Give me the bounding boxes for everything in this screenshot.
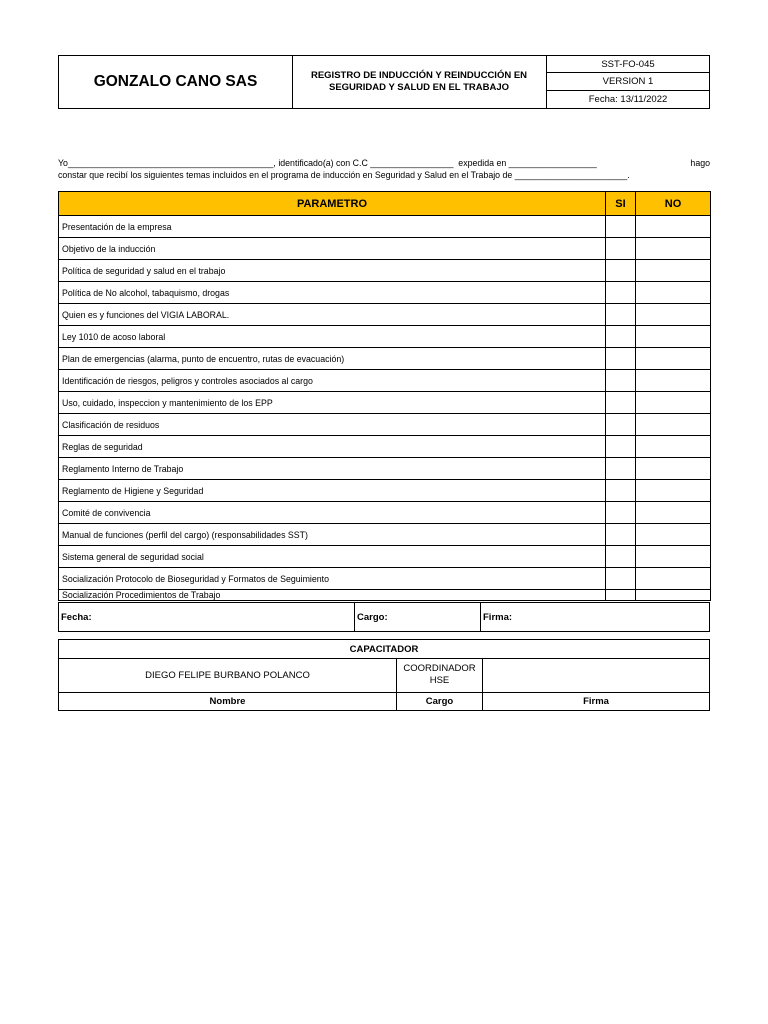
parameter-label: Reglamento Interno de Trabajo	[59, 458, 606, 480]
fecha-field[interactable]: Fecha:	[59, 603, 355, 631]
form-version: VERSION 1	[547, 73, 709, 90]
capacitador-title: CAPACITADOR	[59, 640, 709, 659]
table-row	[59, 568, 711, 590]
si-checkbox-cell[interactable]	[606, 524, 636, 546]
no-checkbox-cell[interactable]	[636, 458, 711, 480]
si-checkbox-cell[interactable]	[606, 436, 636, 458]
parameter-label: Uso, cuidado, inspeccion y mantenimiento de los EPP	[59, 392, 606, 414]
parameter-label: Comité de convivencia	[59, 502, 606, 524]
header-no: NO	[636, 192, 711, 216]
table-row	[59, 260, 711, 282]
no-checkbox-cell[interactable]	[636, 436, 711, 458]
si-checkbox-cell[interactable]	[606, 458, 636, 480]
table-row	[59, 326, 711, 348]
si-checkbox-cell[interactable]	[606, 282, 636, 304]
table-row	[59, 370, 711, 392]
table-row	[59, 392, 711, 414]
intro-line-1-end: hago	[690, 158, 710, 168]
table-row	[59, 436, 711, 458]
intro-line-2: constar que recibí los siguientes temas incluidos en el programa de inducción en Seguridad y Salud en el Trabajo de _______________________.	[58, 170, 630, 180]
capacitador-name: DIEGO FELIPE BURBANO POLANCO	[59, 658, 397, 693]
no-checkbox-cell[interactable]	[636, 370, 711, 392]
parameter-label: Reglas de seguridad	[59, 436, 606, 458]
form-meta	[547, 56, 709, 108]
si-checkbox-cell[interactable]	[606, 502, 636, 524]
no-checkbox-cell[interactable]	[636, 414, 711, 436]
si-checkbox-cell[interactable]	[606, 260, 636, 282]
no-checkbox-cell[interactable]	[636, 216, 711, 238]
parameter-label: Manual de funciones (perfil del cargo) (responsabilidades SST)	[59, 524, 606, 546]
si-checkbox-cell[interactable]	[606, 238, 636, 260]
intro-statement	[58, 157, 710, 181]
parameter-label: Quien es y funciones del VIGIA LABORAL.	[59, 304, 606, 326]
si-checkbox-cell[interactable]	[606, 568, 636, 590]
si-checkbox-cell[interactable]	[606, 348, 636, 370]
no-checkbox-cell[interactable]	[636, 480, 711, 502]
no-checkbox-cell[interactable]	[636, 392, 711, 414]
no-checkbox-cell[interactable]	[636, 260, 711, 282]
table-row	[59, 304, 711, 326]
no-checkbox-cell[interactable]	[636, 348, 711, 370]
si-checkbox-cell[interactable]	[606, 370, 636, 392]
parameter-label: Reglamento de Higiene y Seguridad	[59, 480, 606, 502]
capacitador-block	[58, 639, 710, 711]
header-parametro: PARAMETRO	[59, 192, 606, 216]
si-checkbox-cell[interactable]	[606, 414, 636, 436]
parameter-label: Presentación de la empresa	[59, 216, 606, 238]
intro-line-1: Yo__________________________________________, identificado(a) con C.C _________________ expedida en __________________	[58, 158, 597, 168]
no-checkbox-cell[interactable]	[636, 502, 711, 524]
no-checkbox-cell[interactable]	[636, 524, 711, 546]
table-row	[59, 216, 711, 238]
table-row	[59, 546, 711, 568]
parameter-label: Objetivo de la inducción	[59, 238, 606, 260]
no-checkbox-cell[interactable]	[636, 568, 711, 590]
parameter-label: Plan de emergencias (alarma, punto de encuentro, rutas de evacuación)	[59, 348, 606, 370]
si-checkbox-cell[interactable]	[606, 392, 636, 414]
parameter-label: Sistema general de seguridad social	[59, 546, 606, 568]
table-row	[59, 480, 711, 502]
si-checkbox-cell[interactable]	[606, 480, 636, 502]
no-checkbox-cell[interactable]	[636, 590, 711, 601]
table-row	[59, 238, 711, 260]
signature-row	[58, 602, 710, 632]
parameter-label: Ley 1010 de acoso laboral	[59, 326, 606, 348]
header-si: SI	[606, 192, 636, 216]
form-title: REGISTRO DE INDUCCIÓN Y REINDUCCIÓN EN SEGURIDAD Y SALUD EN EL TRABAJO	[292, 56, 547, 108]
table-row	[59, 524, 711, 546]
label-nombre: Nombre	[59, 693, 397, 710]
parameter-label: Socialización Procedimientos de Trabajo	[59, 590, 606, 601]
parameters-table	[58, 191, 711, 601]
label-firma: Firma	[583, 696, 609, 707]
parameter-label: Socialización Protocolo de Bioseguridad y Formatos de Seguimiento	[59, 568, 606, 590]
company-name: GONZALO CANO SAS	[59, 56, 293, 108]
no-checkbox-cell[interactable]	[636, 282, 711, 304]
no-checkbox-cell[interactable]	[636, 326, 711, 348]
no-checkbox-cell[interactable]	[636, 546, 711, 568]
form-code: SST-FO-045	[547, 56, 709, 73]
table-row	[59, 458, 711, 480]
parameter-label: Política de seguridad y salud en el trabajo	[59, 260, 606, 282]
firma-field[interactable]: Firma:	[483, 611, 513, 623]
parameter-label: Identificación de riesgos, peligros y controles asociados al cargo	[59, 370, 606, 392]
label-cargo: Cargo	[397, 693, 483, 710]
si-checkbox-cell[interactable]	[606, 546, 636, 568]
table-row	[59, 282, 711, 304]
no-checkbox-cell[interactable]	[636, 304, 711, 326]
cargo-field[interactable]: Cargo:	[355, 603, 481, 631]
parameter-label: Clasificación de residuos	[59, 414, 606, 436]
parameter-label: Política de No alcohol, tabaquismo, drogas	[59, 282, 606, 304]
table-row	[59, 414, 711, 436]
capacitador-cargo: COORDINADOR HSE	[397, 658, 483, 693]
si-checkbox-cell[interactable]	[606, 326, 636, 348]
table-row	[59, 590, 711, 601]
si-checkbox-cell[interactable]	[606, 590, 636, 601]
form-date: Fecha: 13/11/2022	[588, 93, 668, 105]
no-checkbox-cell[interactable]	[636, 238, 711, 260]
si-checkbox-cell[interactable]	[606, 216, 636, 238]
table-row	[59, 502, 711, 524]
capacitador-firma-box[interactable]	[483, 658, 709, 693]
table-row	[59, 348, 711, 370]
si-checkbox-cell[interactable]	[606, 304, 636, 326]
document-header	[58, 55, 710, 109]
